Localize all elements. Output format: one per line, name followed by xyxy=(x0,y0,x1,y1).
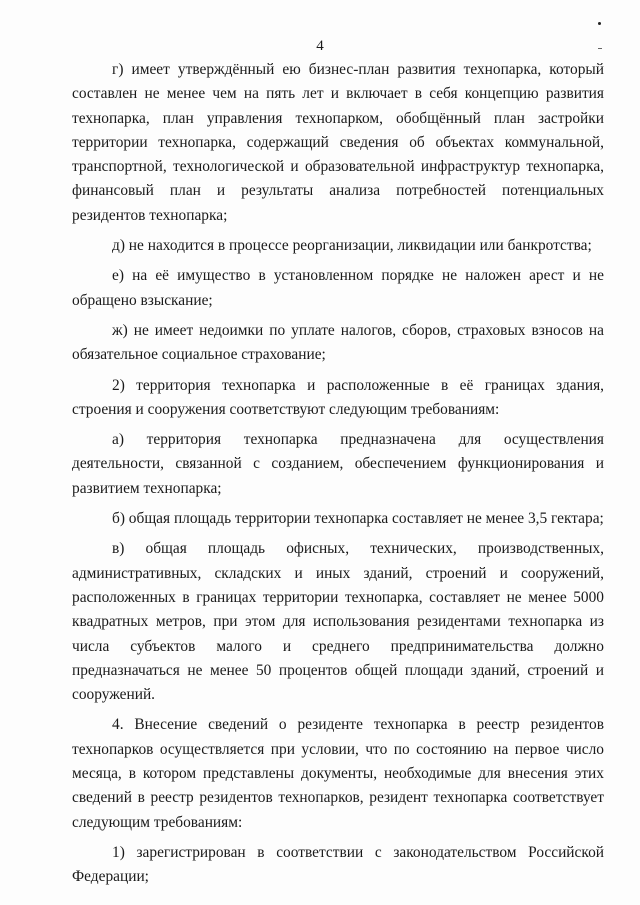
paragraph-d: д) не находится в процессе реорганизации, ликвидации или банкротства; xyxy=(112,237,592,255)
paragraph-2: 2) территория технопарка и расположенные в её границах здания, строения и сооружения соответствуют следующим требованиям: xyxy=(72,376,604,418)
scan-mark xyxy=(598,22,601,25)
document-body xyxy=(72,58,604,890)
paragraph-1: 1) зарегистрирован в соответствии с законодательством Российской Федерации; xyxy=(72,843,604,886)
paragraph-a: а) территория технопарка предназначена для осуществления деятельности, связанной с созданием, обеспечением функционирования и развитием технопарка; xyxy=(72,431,604,497)
paragraph-zh: ж) не имеет недоимки по уплате налогов, сборов, страховых взносов на обязательное социальное страхование; xyxy=(72,321,604,364)
paragraph-g: г) имеет утверждённый ею бизнес-план развития технопарка, который составлен не менее чем на пять лет и включает в себя концепцию развития технопарка, план управления технопарком, обобщённый план застройки территории технопарка, содержащий сведения об объектах коммунальной, транспортной, технологической и образовательной инфраструктур технопарка, финансовый план и результаты анализа потребностей потенциальных резидентов технопарка; xyxy=(72,61,604,224)
paragraph-e: е) на её имущество в установленном порядке не наложен арест и не обращено взыскание; xyxy=(72,267,604,309)
paragraph-b: б) общая площадь территории технопарка составляет не менее 3,5 гектара; xyxy=(112,510,604,528)
paragraph-v: в) общая площадь офисных, технических, производственных, административных, складских и иных зданий, строений и сооружений, расположенных в границах территории технопарка, составляет не менее 5000 квадратных метров, при этом для использования резидентами технопарка из числа субъектов малого и среднего предпринимательства должно предназначаться не менее 50 процентов общей площади зданий, строений и сооружений. xyxy=(72,540,604,704)
page-number: 4 xyxy=(316,38,324,54)
paragraph-4: 4. Внесение сведений о резиденте технопарка в реестр резидентов технопарков осуществляется при условии, что по состоянию на первое число месяца, в котором представлены документы, необходимые для внесения этих сведений в реестр резидентов технопарков, резидент технопарка соответствует следующим требованиям: xyxy=(72,716,604,831)
